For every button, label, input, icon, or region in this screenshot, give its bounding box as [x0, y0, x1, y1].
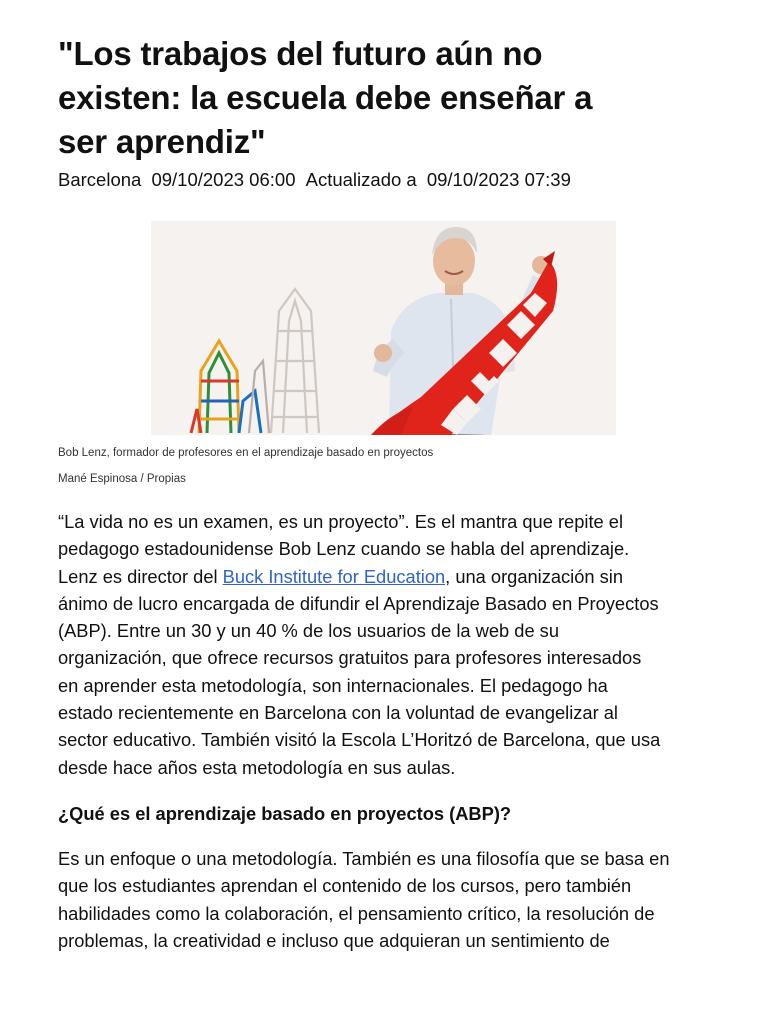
article-dateline	[58, 166, 571, 194]
paragraph-line: habilidades como la colaboración, el pensamiento crítico, la resolución de	[58, 902, 655, 924]
article-headline	[58, 32, 718, 164]
headline-line: "Los trabajos del futuro aún no	[58, 35, 543, 72]
dateline-updated-label: Actualizado a	[305, 169, 417, 190]
paragraph-text: Lenz es director del	[58, 565, 223, 587]
dateline-updated: 09/10/2023 07:39	[426, 169, 571, 190]
paragraph-text: , una organización sin	[445, 565, 624, 587]
paragraph-line: desde hace años esta metodología en sus aulas.	[58, 756, 456, 778]
headline-line: ser aprendiz"	[58, 123, 266, 160]
paragraph-line: ánimo de lucro encargada de difundir el Aprendizaje Basado en Proyectos	[58, 592, 659, 614]
article-paragraph-2	[58, 845, 723, 954]
paragraph-line: que los estudiantes aprendan el contenido de los cursos, pero también	[58, 875, 632, 897]
dateline-published: 09/10/2023 06:00	[151, 169, 296, 190]
article-subheading: ¿Qué es el aprendizaje basado en proyectos (ABP)?	[58, 803, 512, 824]
paragraph-line: Es un enfoque o una metodología. También es una filosofía que se basa en	[58, 848, 670, 869]
man-left-hand	[374, 344, 392, 362]
photo-illustration	[151, 221, 616, 435]
paragraph-line: en aprender esta metodología, son internacionales. El pedagogo ha	[58, 674, 608, 696]
paragraph-line: sector educativo. También visitó la Escola L’Horitzó de Barcelona, que usa	[58, 729, 661, 751]
photo-credit: Mané Espinosa / Propias	[58, 473, 186, 485]
paragraph-line: estado recientemente en Barcelona con la voluntad de evangelizar al	[58, 702, 618, 724]
dateline-location: Barcelona	[58, 169, 142, 190]
article-paragraph-1	[58, 508, 723, 781]
photo-caption: Bob Lenz, formador de profesores en el aprendizaje basado en proyectos	[58, 447, 434, 459]
buck-institute-link[interactable]: Buck Institute for Education	[222, 565, 446, 587]
headline-line: existen: la escuela debe enseñar a	[58, 79, 593, 116]
paragraph-line: (ABP). Entre un 30 y un 40 % de los usuarios de la web de su	[58, 620, 559, 642]
paragraph-line	[58, 563, 723, 590]
paragraph-line: pedagogo estadounidense Bob Lenz cuando se habla del aprendizaje.	[58, 538, 630, 560]
paragraph-line: organización, que ofrece recursos gratuitos para profesores interesados	[58, 647, 642, 669]
paragraph-line: “La vida no es un examen, es un proyecto”. Es el mantra que repite el	[58, 511, 624, 532]
article-photo[interactable]	[151, 221, 616, 435]
paragraph-line: problemas, la creatividad e incluso que adquieran un sentimiento de	[58, 929, 610, 951]
